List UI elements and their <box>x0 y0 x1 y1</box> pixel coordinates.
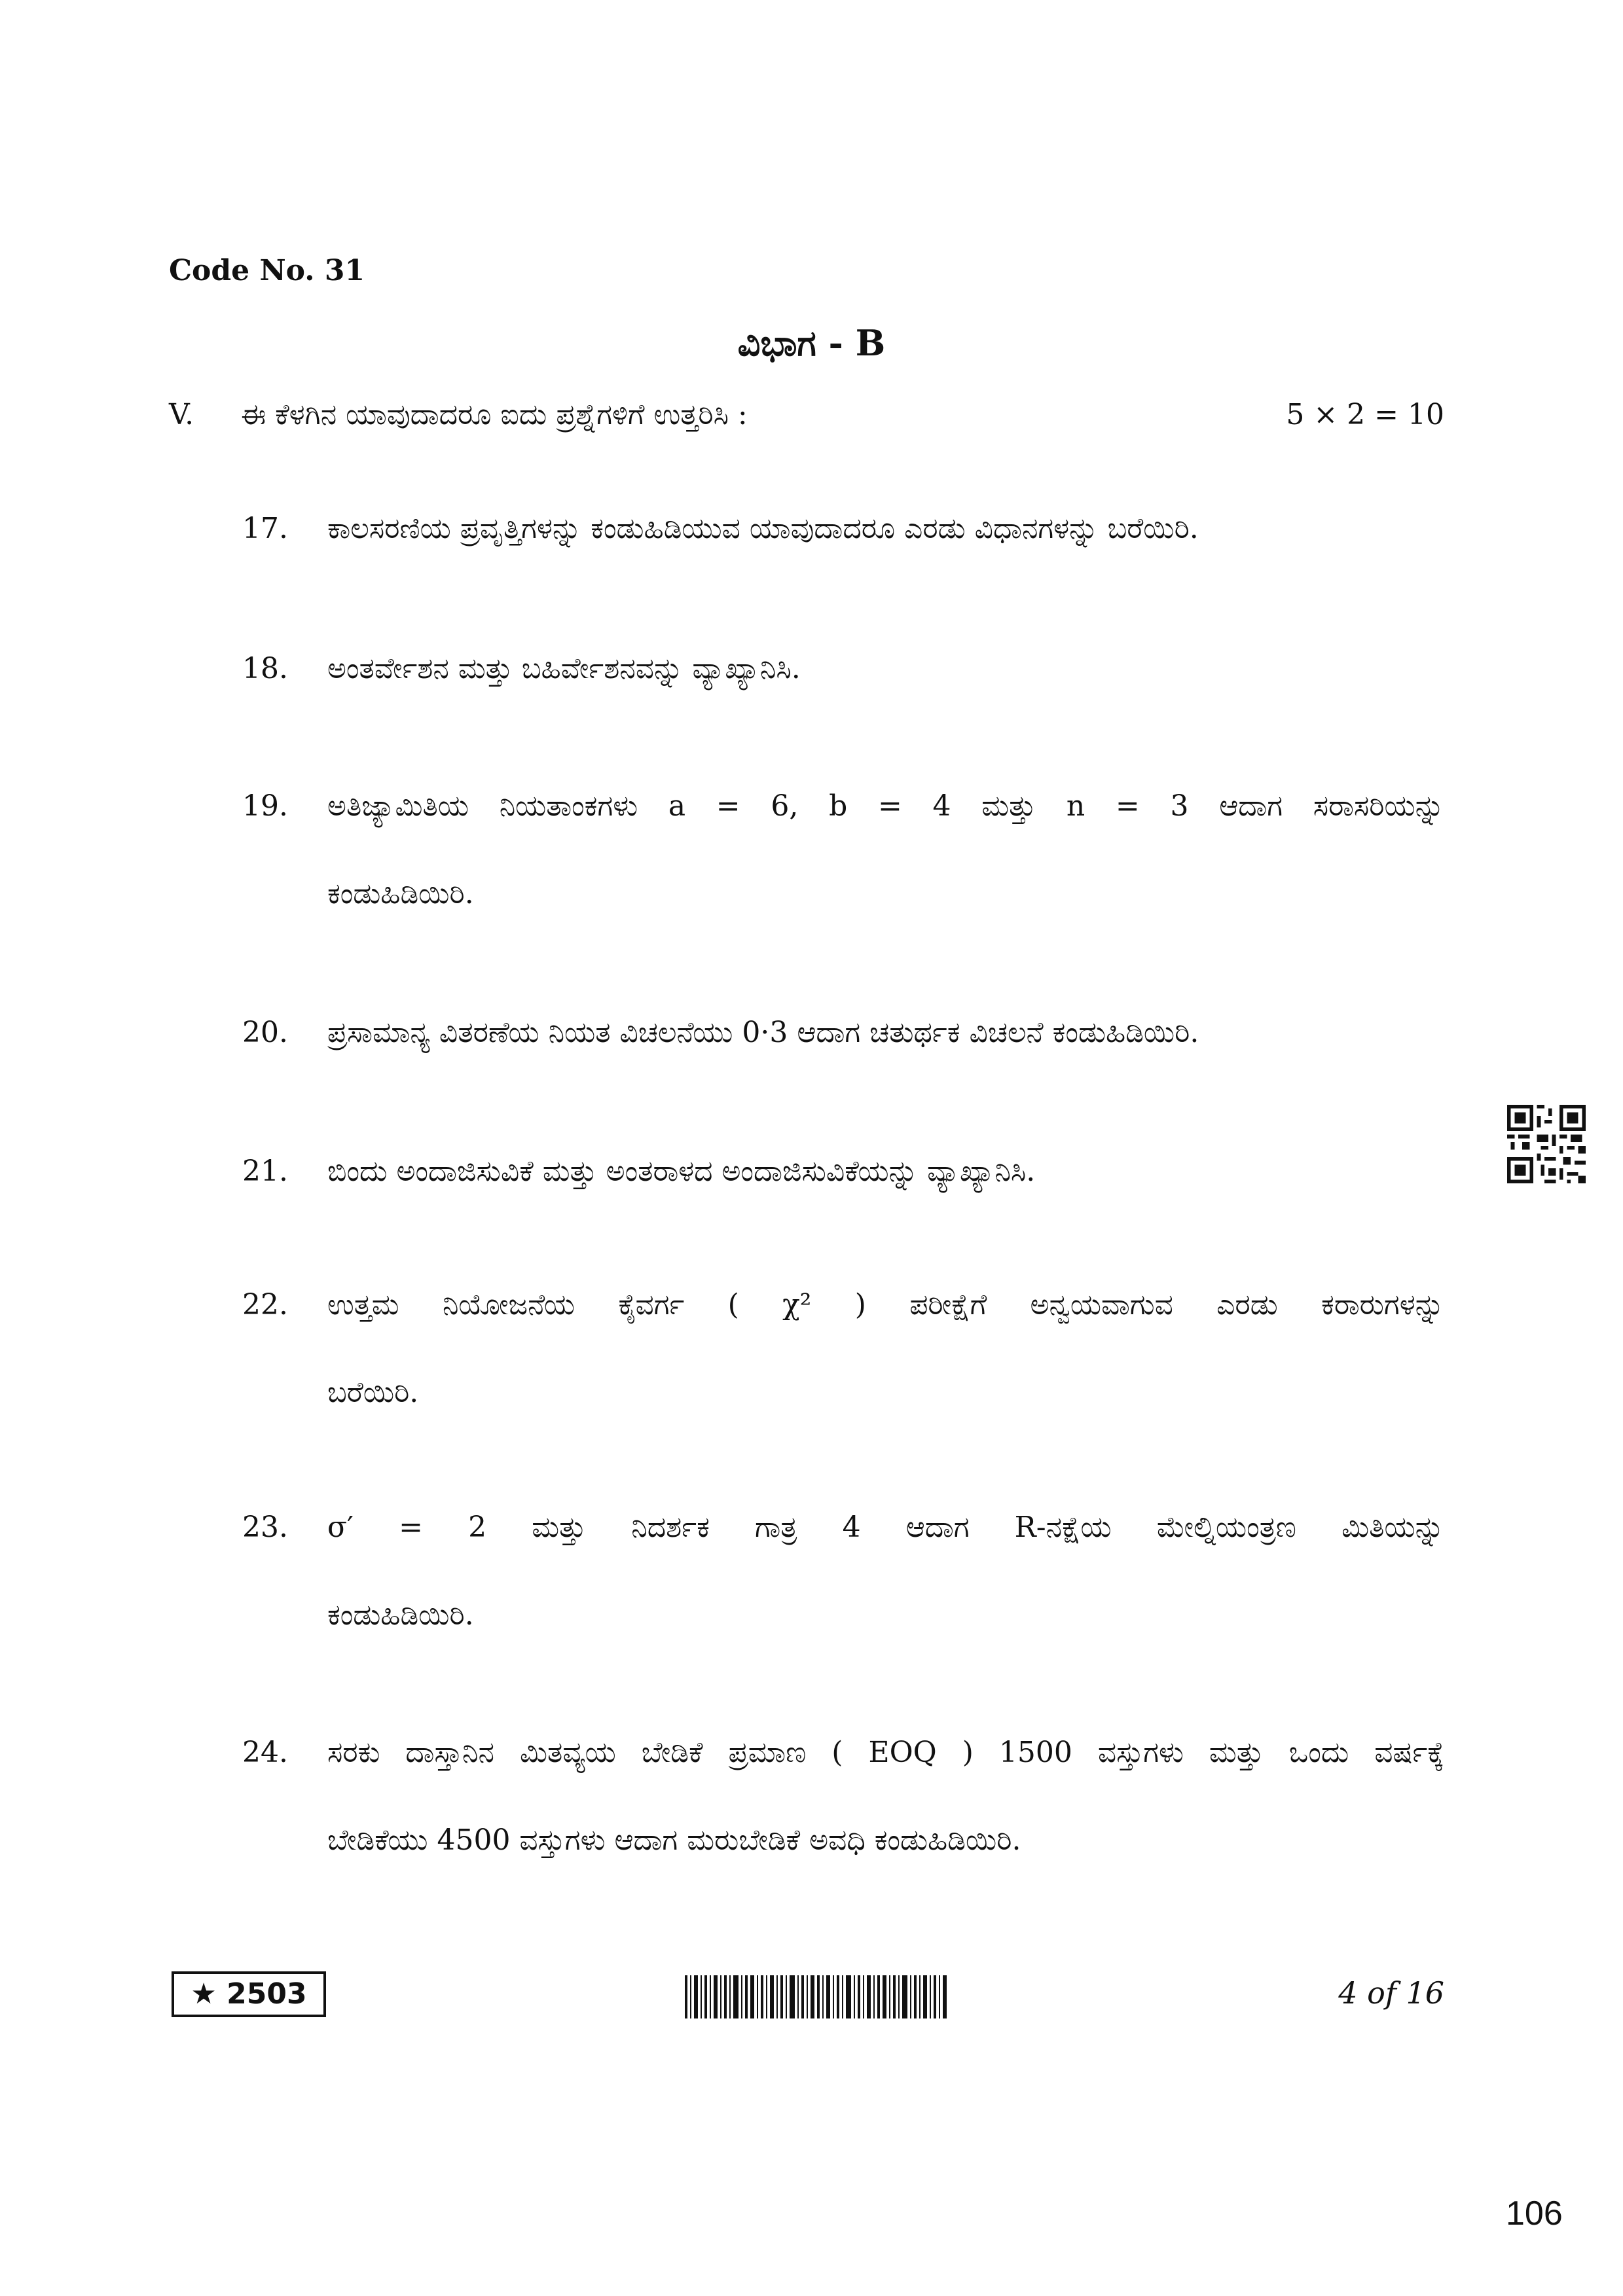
instruction-row <box>169 398 1444 444</box>
question-number: 24. <box>242 1736 288 1769</box>
qr-code-icon <box>1507 1105 1586 1183</box>
question-text: ಪ್ರಸಾಮಾನ್ಯ ವಿತರಣೆಯ ನಿಯತ ವಿಚಲನೆಯು 0·3 ಆದಾಗ ಚತುರ್ಥಕ ವಿಚಲನೆ ಕಂಡುಹಿಡಿಯಿರಿ. <box>327 1016 1199 1049</box>
question-number: 19. <box>242 789 288 823</box>
question-text-continued: ಕಂಡುಹಿಡಿಯಿರಿ. <box>327 877 474 910</box>
question-number: 20. <box>242 1016 288 1049</box>
question-number: 21. <box>242 1155 288 1188</box>
page-number: 106 <box>1506 2195 1563 2233</box>
question-text-continued: ಬರೆಯಿರಿ. <box>327 1376 419 1409</box>
question-text: ಉತ್ತಮ ನಿಯೋಜನೆಯ ಕೈವರ್ಗ ( χ² ) ಪರೀಕ್ಷೆಗೆ ಅನ್ವಯವಾಗುವ ಎರಡು ಕರಾರುಗಳನ್ನು <box>327 1288 1444 1321</box>
question-text: ಸರಕು ದಾಸ್ತಾನಿನ ಮಿತವ್ಯಯ ಬೇಡಿಕೆ ಪ್ರಮಾಣ ( EOQ ) 1500 ವಸ್ತುಗಳು ಮತ್ತು ಒಂದು ವರ್ಷಕ್ಕೆ <box>327 1736 1444 1769</box>
question-number: 18. <box>242 652 288 685</box>
question-text: ಅಂತರ್ವೇಶನ ಮತ್ತು ಬಹಿರ್ವೇಶನವನ್ನು ವ್ಯಾಖ್ಯಾನಿಸಿ. <box>327 652 801 685</box>
code-number: Code No. 31 <box>169 254 365 287</box>
question-text-continued: ಕಂಡುಹಿಡಿಯಿರಿ. <box>327 1598 474 1632</box>
question-text: ಕಾಲಸರಣಿಯ ಪ್ರವೃತ್ತಿಗಳನ್ನು ಕಂಡುಹಿಡಿಯುವ ಯಾವುದಾದರೂ ಎರಡು ವಿಧಾನಗಳನ್ನು ಬರೆಯಿರಿ. <box>327 512 1199 545</box>
instruction-number: V. <box>169 398 194 431</box>
question-text-continued: ಬೇಡಿಕೆಯು 4500 ವಸ್ತುಗಳು ಆದಾಗ ಮರುಬೇಡಿಕೆ ಅವಧಿ ಕಂಡುಹಿಡಿಯಿರಿ. <box>327 1823 1021 1857</box>
question-text: σ′ = 2 ಮತ್ತು ನಿದರ್ಶಕ ಗಾತ್ರ 4 ಆದಾಗ R-ನಕ್ಷೆಯ ಮೇಲ್ನಿಯಂತ್ರಣ ಮಿತಿಯನ್ನು <box>327 1511 1444 1544</box>
barcode-icon <box>685 1975 947 2018</box>
question-number: 22. <box>242 1288 288 1321</box>
question-number: 17. <box>242 512 288 545</box>
question-text: ಅತಿಜ್ಯಾಮಿತಿಯ ನಿಯತಾಂಕಗಳು a = 6, b = 4 ಮತ್ತು n = 3 ಆದಾಗ ಸರಾಸರಿಯನ್ನು <box>327 789 1444 823</box>
paper-code-badge: ★ 2503 <box>172 1971 326 2017</box>
instruction-text: ಈ ಕೆಳಗಿನ ಯಾವುದಾದರೂ ಐದು ಪ್ರಶ್ನೆಗಳಿಗೆ ಉತ್ತರಿಸಿ : <box>241 398 748 431</box>
section-title: ವಿಭಾಗ - B <box>737 322 886 364</box>
instruction-marks: 5 × 2 = 10 <box>1286 398 1444 431</box>
question-number: 23. <box>242 1511 288 1544</box>
page-of-indicator: 4 of 16 <box>1338 1975 1444 2011</box>
question-text: ಬಿಂದು ಅಂದಾಜಿಸುವಿಕೆ ಮತ್ತು ಅಂತರಾಳದ ಅಂದಾಜಿಸುವಿಕೆಯನ್ನು ವ್ಯಾಖ್ಯಾನಿಸಿ. <box>327 1155 1036 1188</box>
